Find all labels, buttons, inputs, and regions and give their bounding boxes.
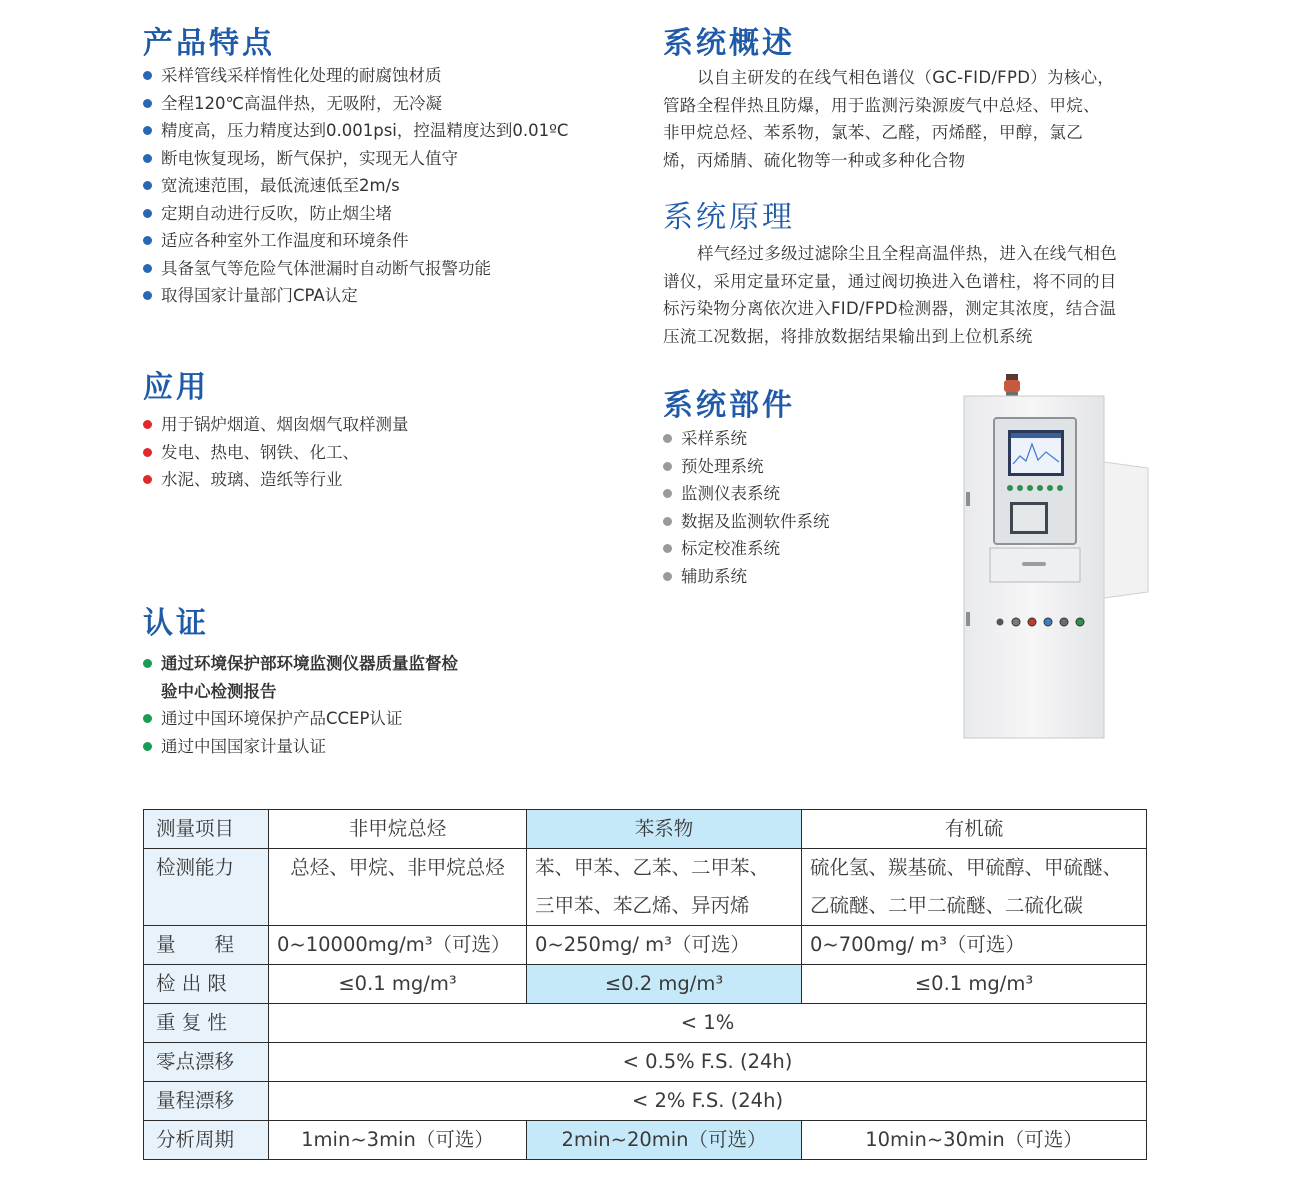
list-item: 断电恢复现场，断气保护，实现无人值守: [143, 145, 568, 173]
principle-title: 系统原理: [663, 200, 795, 235]
table-row: [144, 965, 1147, 1004]
table-cell: 量 程: [144, 926, 269, 965]
bullet-icon: [663, 489, 672, 498]
application-list: [143, 411, 409, 494]
table-cell: 苯、甲苯、乙苯、二甲苯、 三甲苯、苯乙烯、异丙烯: [527, 849, 802, 926]
list-item: 水泥、玻璃、造纸等行业: [143, 466, 409, 494]
components-list: [663, 425, 830, 590]
features-title: 产品特点: [143, 26, 275, 61]
list-item: 标定校准系统: [663, 535, 830, 563]
list-item: 宽流速范围，最低流速低至2m/s: [143, 172, 568, 200]
table-cell: 0~700mg/ m³（可选）: [802, 926, 1147, 965]
bullet-icon: [143, 126, 152, 135]
table-cell: 量程漂移: [144, 1082, 269, 1121]
bullet-icon: [143, 420, 152, 429]
table-row: [144, 849, 1147, 926]
list-item: 适应各种室外工作温度和环境条件: [143, 227, 568, 255]
list-item: 具备氢气等危险气体泄漏时自动断气报警功能: [143, 255, 568, 283]
components-title: 系统部件: [663, 388, 795, 423]
bullet-icon: [143, 99, 152, 108]
bullet-icon: [143, 714, 152, 723]
list-item: 数据及监测软件系统: [663, 508, 830, 536]
bullet-icon: [143, 291, 152, 300]
table-row: [144, 926, 1147, 965]
table-row: [144, 810, 1147, 849]
list-item: 精度高，压力精度达到0.001psi，控温精度达到0.01ºC: [143, 117, 568, 145]
bullet-icon: [143, 448, 152, 457]
table-cell: < 2% F.S. (24h): [269, 1082, 1147, 1121]
bullet-icon: [663, 544, 672, 553]
table-cell: 0~250mg/ m³（可选）: [527, 926, 802, 965]
table-cell: 检测能力: [144, 849, 269, 926]
list-item: 全程120℃高温伴热，无吸附，无冷凝: [143, 90, 568, 118]
list-item: 采样系统: [663, 425, 830, 453]
bullet-icon: [143, 71, 152, 80]
bullet-icon: [143, 181, 152, 190]
table-cell: 10min~30min（可选）: [802, 1121, 1147, 1160]
list-item: 预处理系统: [663, 453, 830, 481]
list-item: 监测仪表系统: [663, 480, 830, 508]
bullet-icon: [143, 264, 152, 273]
table-cell: ≤0.1 mg/m³: [802, 965, 1147, 1004]
list-item: 通过中国环境保护产品CCEP认证: [143, 705, 458, 733]
application-title: 应用: [143, 370, 209, 405]
table-cell: ≤0.1 mg/m³: [269, 965, 527, 1004]
analyzer-cabinet-image: [960, 372, 1152, 740]
overview-title: 系统概述: [663, 26, 795, 61]
list-item: 用于锅炉烟道、烟囱烟气取样测量: [143, 411, 409, 439]
list-item: 取得国家计量部门CPA认定: [143, 282, 568, 310]
principle-text: 样气经过多级过滤除尘且全程高温伴热，进入在线气相色 谱仪，采用定量环定量，通过阀切换进入色谱柱，将不同的目 标污染物分离依次进入FID/FPD检测器，测定其浓度，结合温 压流工况数据，将排放数据结果输出到上位机系统: [663, 244, 1117, 346]
bullet-icon: [663, 517, 672, 526]
features-list: [143, 62, 568, 310]
table-cell: < 1%: [269, 1004, 1147, 1043]
table-cell: 总烃、甲烷、非甲烷总烃: [269, 849, 527, 926]
table-row: [144, 1121, 1147, 1160]
table-cell: ≤0.2 mg/m³: [527, 965, 802, 1004]
certification-title: 认证: [143, 606, 209, 641]
bullet-icon: [663, 462, 672, 471]
list-item: 验中心检测报告: [161, 681, 277, 701]
table-cell: 有机硫: [802, 810, 1147, 849]
list-item: 通过环境保护部环境监测仪器质量监督检: [143, 650, 458, 678]
list-item: 定期自动进行反吹，防止烟尘堵: [143, 200, 568, 228]
list-item: 通过中国国家计量认证: [143, 733, 458, 761]
bullet-icon: [143, 742, 152, 751]
certification-list: [143, 650, 458, 760]
table-row: [144, 1082, 1147, 1121]
table-cell: 0~10000mg/m³（可选）: [269, 926, 527, 965]
bullet-icon: [663, 434, 672, 443]
table-cell: 1min~3min（可选）: [269, 1121, 527, 1160]
table-cell: 2min~20min（可选）: [527, 1121, 802, 1160]
table-cell: 重 复 性: [144, 1004, 269, 1043]
list-item: 采样管线采样惰性化处理的耐腐蚀材质: [143, 62, 568, 90]
table-cell: 非甲烷总烃: [269, 810, 527, 849]
bullet-icon: [143, 236, 152, 245]
table-row: [144, 1043, 1147, 1082]
bullet-icon: [143, 154, 152, 163]
overview-text: 以自主研发的在线气相色谱仪（GC-FID/FPD）为核心， 管路全程伴热且防爆，用于监测污染源废气中总烃、甲烷、 非甲烷总烃、苯系物，氯苯、乙醛，丙烯醛，甲醇，氯乙 烯，丙烯腈、硫化物等一种或多种化合物: [663, 68, 1115, 170]
bullet-icon: [143, 209, 152, 218]
table-cell: 苯系物: [527, 810, 802, 849]
table-cell: 零点漂移: [144, 1043, 269, 1082]
table-cell: 分析周期: [144, 1121, 269, 1160]
table-cell: 测量项目: [144, 810, 269, 849]
bullet-icon: [143, 659, 152, 668]
spec-table: [143, 809, 1147, 1160]
list-item: 辅助系统: [663, 563, 830, 591]
table-row: [144, 1004, 1147, 1043]
bullet-icon: [663, 572, 672, 581]
table-cell: < 0.5% F.S. (24h): [269, 1043, 1147, 1082]
table-cell: 检 出 限: [144, 965, 269, 1004]
list-item: 发电、热电、钢铁、化工、: [143, 439, 409, 467]
bullet-icon: [143, 475, 152, 484]
table-cell: 硫化氢、羰基硫、甲硫醇、甲硫醚、 乙硫醚、二甲二硫醚、二硫化碳: [802, 849, 1147, 926]
